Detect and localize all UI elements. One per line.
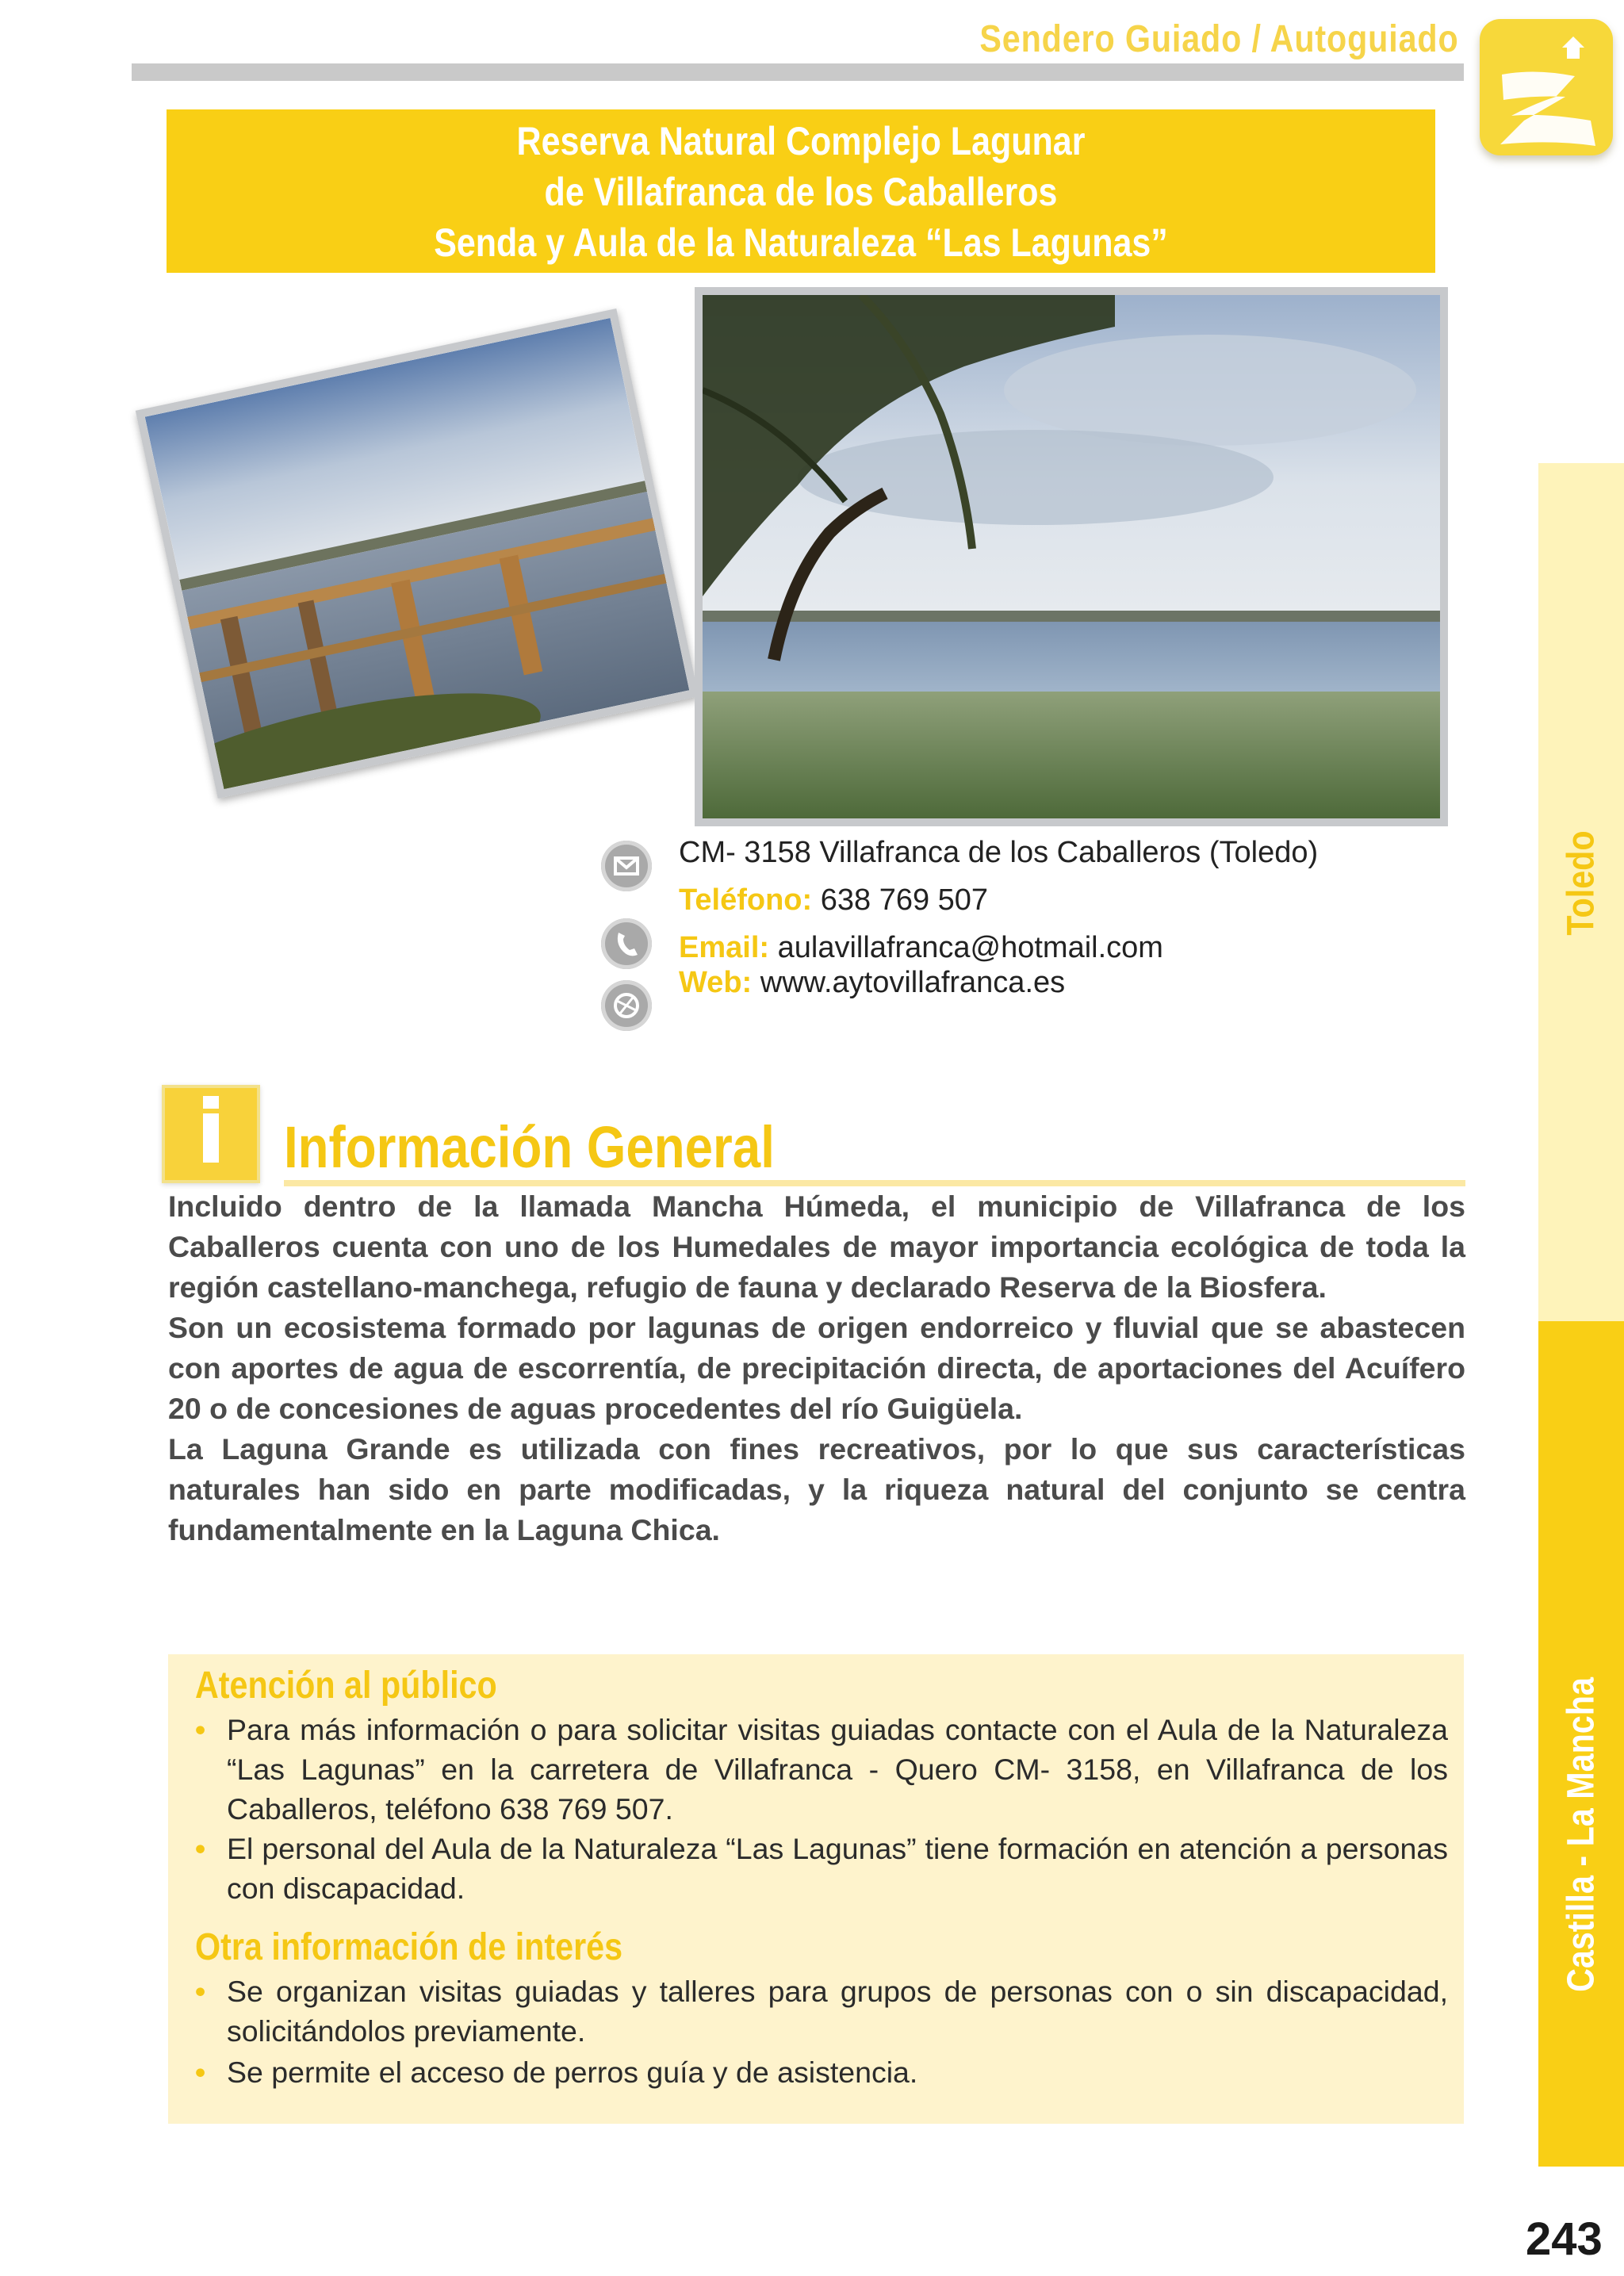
tab-province-toledo[interactable] <box>1538 463 1624 1321</box>
list-item <box>195 1971 1448 2051</box>
attention-heading: Atención al público <box>195 1665 497 1707</box>
title-line-3: Senda y Aula de la Naturaleza “Las Lagunas” <box>434 220 1168 265</box>
section-title: Sendero Guiado / Autoguiado <box>979 18 1459 60</box>
attention-bullet-1: Para más información o para solicitar visitas guiadas contacte con el Aula de la Naturaleza “Las Lagunas” en la carretera de Villafranca - Quero CM- 3158, en Villafranca de los Caballeros, teléfono 638 769 507. <box>227 1713 1448 1826</box>
home-icon <box>1562 36 1584 59</box>
list-item <box>195 1710 1448 1829</box>
list-item <box>195 2052 1448 2092</box>
email-link[interactable]: aulavillafranca@hotmail.com <box>777 931 1163 964</box>
other-bullet-1: Se organizan visitas guiadas y talleres para grupos de personas con o sin discapacidad, solicitándolos previamente. <box>227 1975 1448 2048</box>
title-banner <box>167 109 1435 273</box>
home-button[interactable] <box>1480 19 1613 155</box>
heading-underline <box>284 1180 1465 1186</box>
paragraph-2: Son un ecosistema formado por lagunas de origen endorreico y fluvial que se abastecen con aportes de agua de escorrentía, de precipitación directa, de aportaciones del Acuífero 20 o de concesiones de aguas procedentes del río Guigüela. <box>168 1311 1465 1425</box>
info-icon <box>162 1085 260 1183</box>
mail-icon <box>601 841 652 891</box>
list-item <box>195 1829 1448 1908</box>
tab-region-label: Castilla - La Mancha <box>1560 1677 1603 1992</box>
bullet-icon: • <box>195 2056 206 2089</box>
bullet-icon: • <box>195 1975 206 2008</box>
web-icon <box>601 980 652 1031</box>
phone-value[interactable]: 638 769 507 <box>820 883 989 917</box>
tab-region-castilla[interactable] <box>1538 1321 1624 2167</box>
header-rule <box>132 63 1464 81</box>
web-label: Web: <box>679 966 753 999</box>
paragraph-1: Incluido dentro de la llamada Mancha Húmeda, el municipio de Villafranca de los Caballeros cuenta con uno de los Humedales de mayor importancia ecológica de toda la región castellano-manchega, refugio de fauna y declarado Reserva de la Biosfera. <box>168 1190 1465 1304</box>
contact-web <box>679 966 1065 1000</box>
phone-icon <box>601 918 652 969</box>
page-number: 243 <box>1526 2213 1603 2265</box>
paragraph-3: La Laguna Grande es utilizada con fines recreativos, por lo que sus características naturales han sido en parte modificadas, y la riqueza natural del conjunto se centra fundamentalmente en la Laguna Chica. <box>168 1432 1465 1546</box>
email-label: Email: <box>679 931 770 964</box>
bullet-icon: • <box>195 1832 206 1865</box>
other-info-heading: Otra información de interés <box>195 1926 623 1968</box>
lagoon-boardwalk-photo <box>136 308 699 799</box>
contact-email <box>679 931 1163 965</box>
bullet-icon: • <box>195 1713 206 1746</box>
section-heading-general-info: Información General <box>284 1114 775 1180</box>
tab-province-label: Toledo <box>1560 830 1603 936</box>
contact-address: CM- 3158 Villafranca de los Caballeros (Toledo) <box>679 836 1319 869</box>
attention-bullet-2: El personal del Aula de la Naturaleza “Las Lagunas” tiene formación en atención a personas con discapacidad. <box>227 1832 1448 1905</box>
web-link[interactable]: www.aytovillafranca.es <box>760 966 1066 999</box>
title-line-1: Reserva Natural Complejo Lagunar <box>516 119 1086 163</box>
other-bullet-2: Se permite el acceso de perros guía y de asistencia. <box>227 2056 918 2089</box>
lagoon-tree-photo <box>695 287 1448 826</box>
title-line-2: de Villafranca de los Caballeros <box>544 170 1058 214</box>
trail-path-icon <box>1480 19 1613 155</box>
contact-phone <box>679 883 988 918</box>
phone-label: Teléfono: <box>679 883 813 917</box>
general-info-body <box>168 1186 1465 1550</box>
